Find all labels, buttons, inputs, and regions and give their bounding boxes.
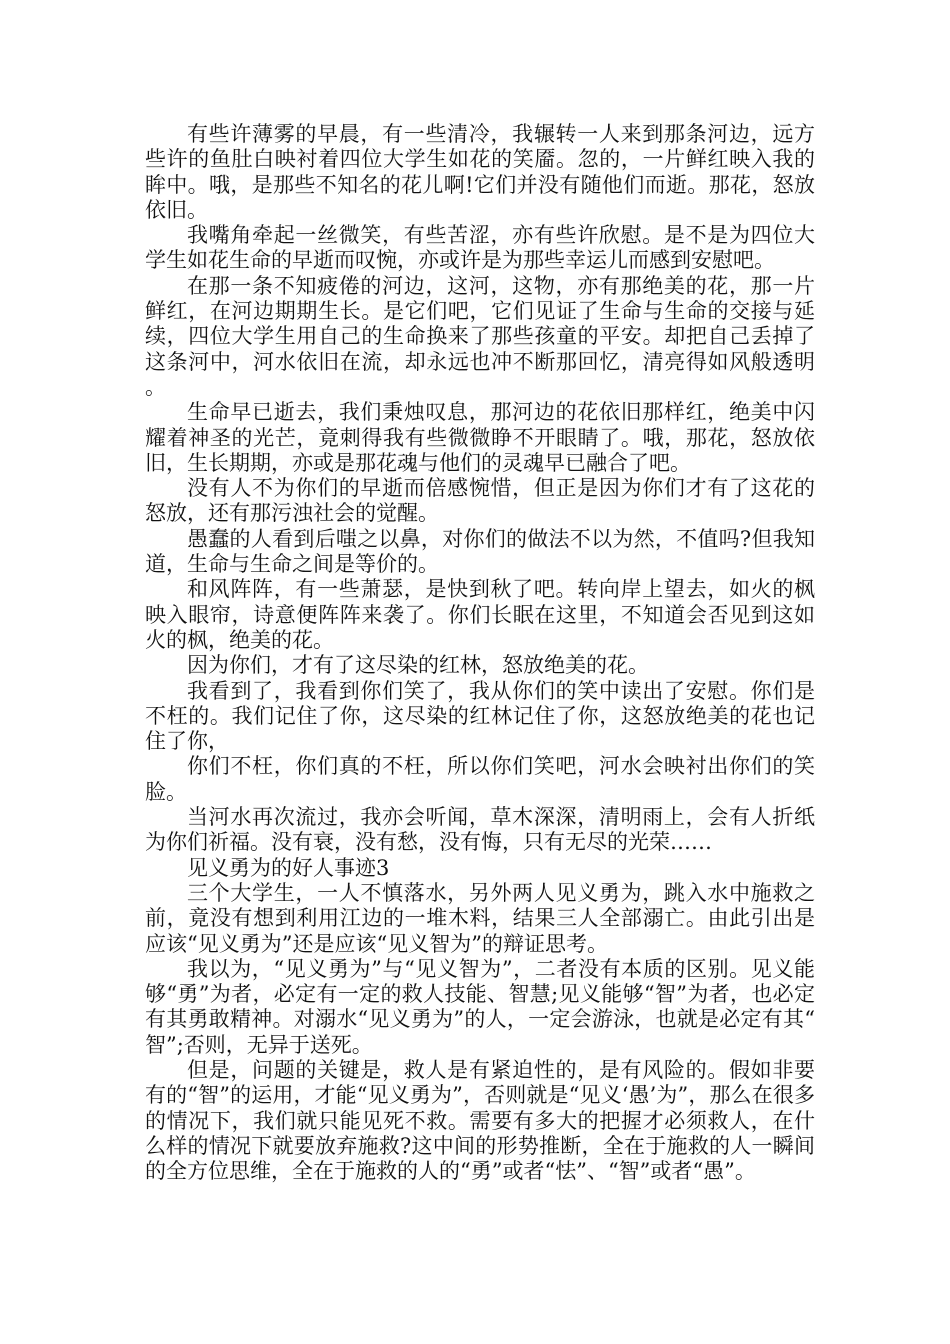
paragraph-1: 有些许薄雾的早晨，有一些清冷，我辗转一人来到那条河边，远方些许的鱼肚白映衬着四位大学生如花的笑靥。忽的，一片鲜红映入我的眸中。哦，是那些不知名的花儿啊!它们并没有随他们而逝。那花，怒放依旧。 <box>145 122 815 222</box>
paragraph-10: 你们不枉，你们真的不枉，所以你们笑吧，河水会映衬出你们的笑脸。 <box>145 754 815 804</box>
paragraph-3: 在那一条不知疲倦的河边，这河，这物，亦有那绝美的花，那一片鲜红，在河边期期生长。是它们吧，它们见证了生命与生命的交接与延续，四位大学生用自己的生命换来了那些孩童的平安。却把自己丢掉了这条河中，河水依旧在流，却永远也冲不断那回忆，清亮得如风般透明。 <box>145 273 815 399</box>
paragraph-8: 因为你们，才有了这尽染的红林，怒放绝美的花。 <box>187 653 649 678</box>
paragraph-4: 生命早已逝去，我们秉烛叹息，那河边的花依旧那样红，绝美中闪耀着神圣的光芒，竟刺得我有些微微睁不开眼睛了。哦，那花，怒放依旧，生长期期，亦或是那花魂与他们的灵魂早已融合了吧。 <box>145 400 815 475</box>
paragraph-2: 我嘴角牵起一丝微笑，有些苦涩，亦有些许欣慰。是不是为四位大学生如花生命的早逝而叹惋，亦或许是为那些幸运儿而感到安慰吧。 <box>145 223 815 273</box>
section-heading: 见义勇为的好人事迹3 <box>187 855 390 880</box>
paragraph-13: 我以为，“见义勇为”与“见义智为”，二者没有本质的区别。见义能够“勇”为者，必定有一定的救人技能、智慧;见义能够“智”为者，也必定有其勇敢精神。对溺水“见义勇为”的人，一定会游泳，也就是必定有其“智”;否则，无异于送死。 <box>145 956 815 1057</box>
paragraph-11: 当河水再次流过，我亦会听闻，草木深深，清明雨上，会有人折纸为你们祈福。没有衰，没有愁，没有悔，只有无尽的光荣…… <box>145 805 815 855</box>
paragraph-9: 我看到了，我看到你们笑了，我从你们的笑中读出了安慰。你们是不枉的。我们记住了你，这尽染的红林记住了你，这怒放绝美的花也记住了你， <box>145 678 815 754</box>
paragraph-14: 但是，问题的关键是，救人是有紧迫性的，是有风险的。假如非要有的“智”的运用，才能“见义勇为”，否则就是“见义‘愚’为”，那么在很多的情况下，我们就只能见死不救。需要有多大的把握才必须救人，在什么样的情况下就要放弃施救?这中间的形势推断，全在于施救的人一瞬间的全方位思维，全在于施救的人的“勇”或者“怯”、“智”或者“愚”。 <box>145 1057 815 1184</box>
paragraph-6: 愚蠢的人看到后嗤之以鼻，对你们的做法不以为然，不值吗?但我知道，生命与生命之间是等价的。 <box>145 526 815 577</box>
paragraph-5: 没有人不为你们的早逝而倍感惋惜，但正是因为你们才有了这花的怒放，还有那污浊社会的觉醒。 <box>145 476 815 526</box>
paragraph-7: 和风阵阵，有一些萧瑟，是快到秋了吧。转向岸上望去，如火的枫映入眼帘，诗意便阵阵来袭了。你们长眠在这里，不知道会否见到这如火的枫，绝美的花。 <box>145 577 815 652</box>
paragraph-12: 三个大学生，一人不慎落水，另外两人见义勇为，跳入水中施救之前，竟没有想到利用江边的一堆木料，结果三人全部溺亡。由此引出是应该“见义勇为”还是应该“见义智为”的辩证思考。 <box>145 880 815 956</box>
document-body <box>145 122 815 1184</box>
